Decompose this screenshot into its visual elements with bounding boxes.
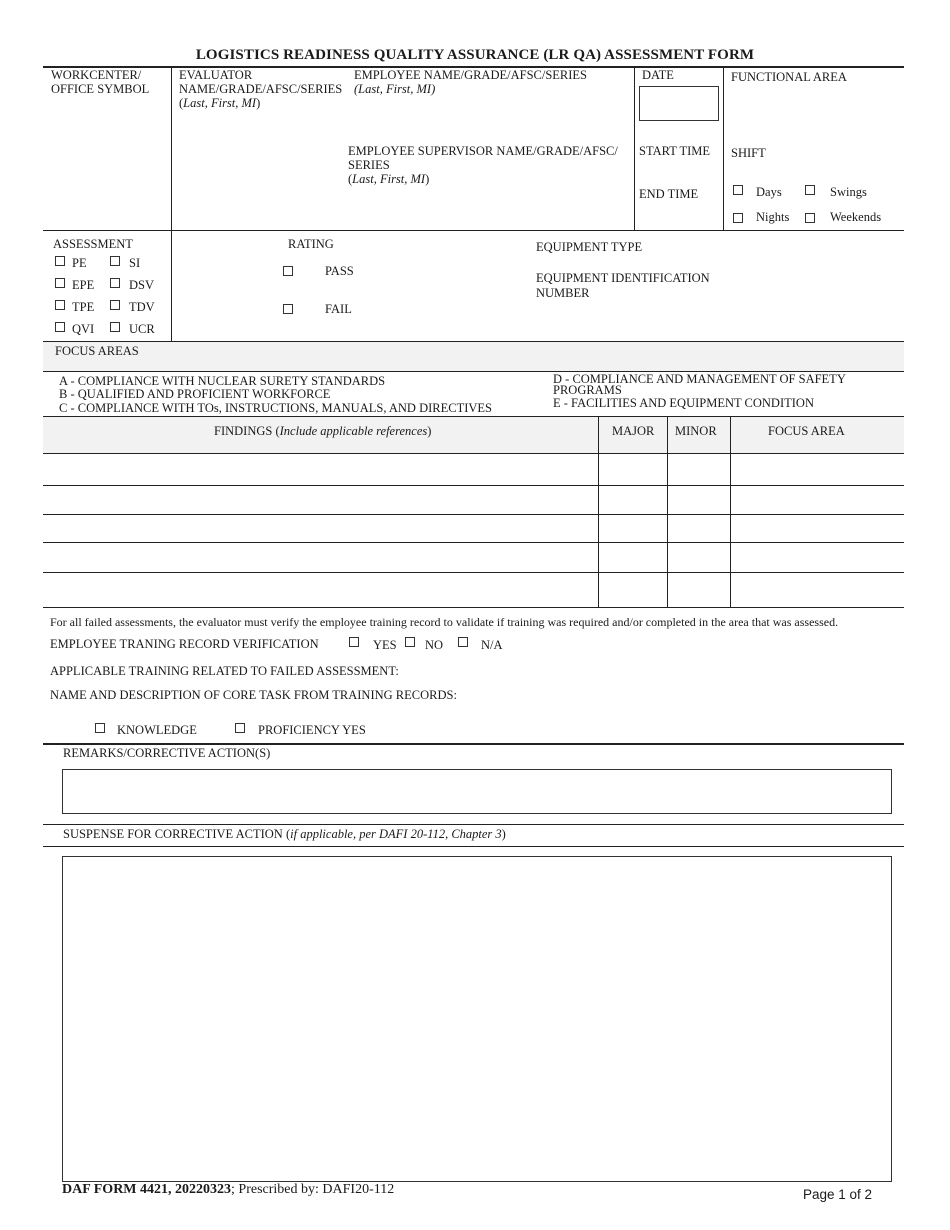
verification-na-label: N/A [481,638,503,652]
focus-b: B - QUALIFIED AND PROFICIENT WORKFORCE [59,387,331,401]
rating-pass-label: PASS [325,264,354,278]
assessment-qvi-checkbox[interactable] [55,322,65,332]
remarks-label: REMARKS/CORRECTIVE ACTION(S) [63,746,271,760]
shift-nights-label: Nights [756,210,790,224]
date-input[interactable] [639,86,719,121]
assessment-tdv-label: TDV [129,300,155,314]
divider-functional [723,67,724,230]
shift-days-label: Days [756,185,782,199]
assessment-ucr-checkbox[interactable] [110,322,120,332]
supervisor-label-3: (Last, First, MI) [348,172,430,186]
evaluator-label-3: (Last, First, MI) [179,96,261,110]
focus-a: A - COMPLIANCE WITH NUCLEAR SURETY STANDARDS [59,374,386,388]
rating-fail-checkbox[interactable] [283,304,293,314]
applicable-training-label: APPLICABLE TRAINING RELATED TO FAILED ASSESSMENT: [50,664,399,678]
findings-minor-label: MINOR [675,424,717,438]
findings-col-minor [667,416,668,607]
table-row[interactable] [43,542,904,543]
table-row[interactable] [43,485,904,486]
assessment-pe-checkbox[interactable] [55,256,65,266]
verification-no-label: NO [425,638,444,652]
table-row[interactable] [43,572,904,573]
form-footer: DAF FORM 4421, 20220323; Prescribed by: DAFI20-112 [62,1182,395,1197]
findings-col-major [598,416,599,607]
table-row[interactable] [43,607,904,608]
suspense-input[interactable] [62,856,892,1182]
remarks-input[interactable] [62,769,892,814]
findings-label: FINDINGS (Include applicable references) [214,424,432,438]
assessment-tpe-checkbox[interactable] [55,300,65,310]
supervisor-label-1: EMPLOYEE SUPERVISOR NAME/GRADE/AFSC/ [348,144,618,158]
header-bottom-rule [43,230,904,231]
suspense-bottom-rule [43,846,904,847]
verification-no-checkbox[interactable] [405,637,415,647]
assessment-pe-label: PE [72,256,87,270]
functional-area-label: FUNCTIONAL AREA [731,70,847,84]
assessment-dsv-checkbox[interactable] [110,278,120,288]
employee-label-1: EMPLOYEE NAME/GRADE/AFSC/SERIES [354,68,588,82]
assessment-epe-checkbox[interactable] [55,278,65,288]
date-label: DATE [642,68,674,82]
equipment-id-label-1: EQUIPMENT IDENTIFICATION [536,271,710,285]
evaluator-label-1: EVALUATOR [179,68,253,82]
findings-top-rule [43,416,904,417]
divider-date [634,67,635,230]
employee-label-2: (Last, First, MI) [354,82,436,96]
assessment-tdv-checkbox[interactable] [110,300,120,310]
assessment-tpe-label: TPE [72,300,95,314]
shift-weekends-checkbox[interactable] [805,213,815,223]
divider-workcenter [171,67,172,341]
focus-areas-header [43,341,904,371]
assessment-qvi-label: QVI [72,322,95,336]
assessment-label: ASSESSMENT [53,237,133,251]
assessment-si-label: SI [129,256,141,270]
verification-yes-label: YES [373,638,397,652]
proficiency-label: PROFICIENCY YES [258,723,366,737]
page-number: Page 1 of 2 [803,1187,873,1202]
equipment-id-label-2: NUMBER [536,286,590,300]
verification-yes-checkbox[interactable] [349,637,359,647]
end-time-label: END TIME [639,187,699,201]
equipment-type-label: EQUIPMENT TYPE [536,240,643,254]
focus-e: E - FACILITIES AND EQUIPMENT CONDITION [553,396,814,410]
shift-swings-label: Swings [830,185,867,199]
shift-swings-checkbox[interactable] [805,185,815,195]
workcenter-label-2: OFFICE SYMBOL [51,82,150,96]
proficiency-checkbox[interactable] [235,723,245,733]
shift-nights-checkbox[interactable] [733,213,743,223]
findings-major-label: MAJOR [612,424,655,438]
workcenter-label-1: WORKCENTER/ [51,68,142,82]
suspense-label: SUSPENSE FOR CORRECTIVE ACTION (if applicable, per DAFI 20-112, Chapter 3) [63,827,506,841]
start-time-label: START TIME [639,144,711,158]
focus-d-2: PROGRAMS [553,383,622,397]
assessment-epe-label: EPE [72,278,95,292]
shift-weekends-label: Weekends [830,210,882,224]
findings-header-rule [43,453,904,454]
focus-c: C - COMPLIANCE WITH TOs, INSTRUCTIONS, MANUALS, AND DIRECTIVES [59,401,493,415]
verification-na-checkbox[interactable] [458,637,468,647]
shift-days-checkbox[interactable] [733,185,743,195]
training-verification-label: EMPLOYEE TRANING RECORD VERIFICATION [50,637,319,651]
supervisor-label-2: SERIES [348,158,390,172]
assessment-dsv-label: DSV [129,278,155,292]
assessment-ucr-label: UCR [129,322,155,336]
assessment-si-checkbox[interactable] [110,256,120,266]
knowledge-label: KNOWLEDGE [117,723,197,737]
findings-col-focus [730,416,731,607]
rating-fail-label: FAIL [325,302,352,316]
remarks-top-rule [43,743,904,745]
rating-label: RATING [288,237,334,251]
suspense-top-rule [43,824,904,825]
form-title: LOGISTICS READINESS QUALITY ASSURANCE (LR QA) ASSESSMENT FORM [195,47,755,63]
knowledge-checkbox[interactable] [95,723,105,733]
focus-top-rule [43,341,904,342]
focus-areas-label: FOCUS AREAS [55,344,139,358]
table-row[interactable] [43,514,904,515]
findings-focus-area-label: FOCUS AREA [768,424,845,438]
training-note: For all failed assessments, the evaluator must verify the employee training record to validate if training was required and/or completed in the area that was assessed. [50,615,839,629]
evaluator-label-2: NAME/GRADE/AFSC/SERIES [179,82,343,96]
rating-pass-checkbox[interactable] [283,266,293,276]
shift-label: SHIFT [731,146,766,160]
core-task-label: NAME AND DESCRIPTION OF CORE TASK FROM TRAINING RECORDS: [50,688,457,702]
focus-d-1: D - COMPLIANCE AND MANAGEMENT OF SAFETY [553,372,846,386]
